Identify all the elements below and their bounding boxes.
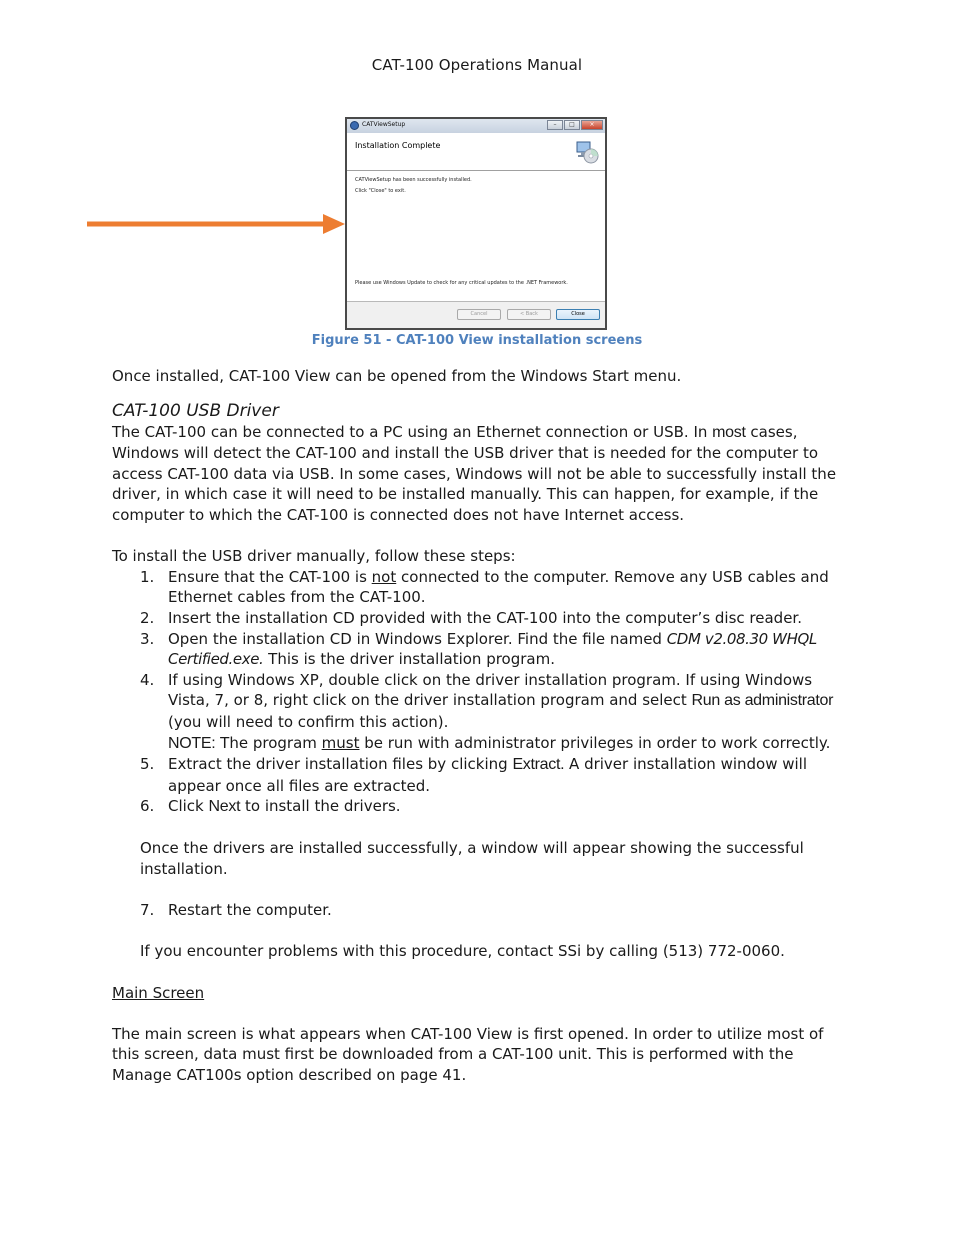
close-window-icon: × [581,120,603,130]
dialog-exit-text: Click "Close" to exit. [355,188,406,194]
usb-para-bold: most [712,423,746,441]
step-number: 6. [140,797,155,816]
usb-driver-section [112,401,842,1086]
intro-text: Once installed, CAT-100 View can be opened from the Windows Start menu. [112,367,682,385]
note-underlined: must [321,733,360,752]
note-label: NOTE: [168,734,216,752]
note-text-b: be run with administrator privileges in order to work correctly. [359,733,831,752]
step-number: 1. [140,567,155,586]
list-item [112,629,842,670]
dialog-success-text: CATViewSetup has been successfully installed. [355,177,472,183]
note-text-a: The program [215,733,322,752]
steps-intro: To install the USB driver manually, follow these steps: [112,547,516,566]
step3-filename: CDM v2.08.30 WHQL Certified.exe. [168,629,817,669]
step6-text-b: to install the drivers. [240,797,401,816]
dialog-window-title: CATViewSetup [362,121,406,128]
step7-text: Restart the computer. [168,901,332,920]
step-number: 5. [140,755,155,774]
dialog-body [347,171,605,303]
contact-text: If you encounter problems with this procedure, contact SSi by calling (513) 772-0060. [140,942,785,961]
dialog-titlebar [347,119,605,134]
step-number: 7. [140,901,155,920]
step4-bold: Run as administrator [691,692,834,710]
step5-bold: Extract. [512,756,565,774]
usb-paragraph [112,422,842,526]
dialog-footer [347,301,605,328]
step6-text-a: Click [168,797,209,816]
list-item [112,567,842,608]
step5-text-a: Extract the driver installation files by clicking [168,755,513,774]
step5-text-b: A driver installation window will appear once all files are extracted. [168,755,808,795]
step4-text-b: (you will need to confirm this action). [168,712,449,731]
computer-cd-icon [575,140,599,164]
page-header: CAT-100 Operations Manual [371,56,583,74]
close-button: Close [556,309,600,320]
orange-arrow-icon [87,213,345,235]
figure-caption: Figure 51 - CAT-100 View installation screens [311,333,643,348]
usb-para-text-a: The CAT-100 can be connected to a PC using an Ethernet connection or USB. In [112,422,713,441]
list-item [112,900,842,921]
step6-bold: Next [208,798,241,816]
dialog-heading: Installation Complete [355,141,441,150]
back-button: < Back [507,309,551,320]
setup-app-icon [350,121,359,130]
list-item [112,754,842,796]
installer-dialog-screenshot [345,117,607,330]
step-number: 3. [140,629,155,648]
step4-note [168,733,842,755]
usb-para-text-b: cases, Windows will detect the CAT-100 and install the USB driver that is needed for the computer to access CAT-100 data via USB. In some cases, Windows will not be able to successfully install the driver, in which case it will need to be installed manually. This can happen, for example, if the computer to which the CAT-100 is connected does not have Internet access. [112,422,837,524]
main-screen-heading: Main Screen [112,983,205,1002]
step2-text: Insert the installation CD provided with the CAT-100 into the computer’s disc reader. [168,608,802,627]
step3-text-b: This is the driver installation program. [263,650,555,669]
step1-text-a: Ensure that the CAT-100 is [168,567,372,586]
list-item [112,608,842,629]
main-screen-paragraph: The main screen is what appears when CAT-100 View is first opened. In order to utilize most of this screen, data must first be downloaded from a CAT-100 unit. This is performed with the Manage CAT100s option described on page 41. [112,1024,824,1084]
list-item [112,796,842,818]
after-install-text: Once the drivers are installed successfully, a window will appear showing the successful installation. [140,839,804,879]
maximize-icon: □ [564,120,580,130]
step4-text-a: If using Windows XP, double click on the driver installation program. If using Windows Vista, 7, or 8, right click on the driver installation program and select [168,670,813,710]
cancel-button: Cancel [457,309,501,320]
minimize-icon: – [547,120,563,130]
intro-paragraph [112,366,842,387]
list-item [112,670,842,754]
usb-section-title: CAT-100 USB Driver [112,401,279,421]
step1-underlined: not [371,567,397,586]
step1-text-b: connected to the computer. Remove any USB cables and Ethernet cables from the CAT-100. [168,567,829,607]
dialog-header-panel [347,133,605,171]
step3-text-a: Open the installation CD in Windows Explorer. Find the file named [168,629,667,648]
step-number: 4. [140,670,155,689]
step-number: 2. [140,608,155,627]
dialog-update-note: Please use Windows Update to check for any critical updates to the .NET Framework. [355,280,568,286]
